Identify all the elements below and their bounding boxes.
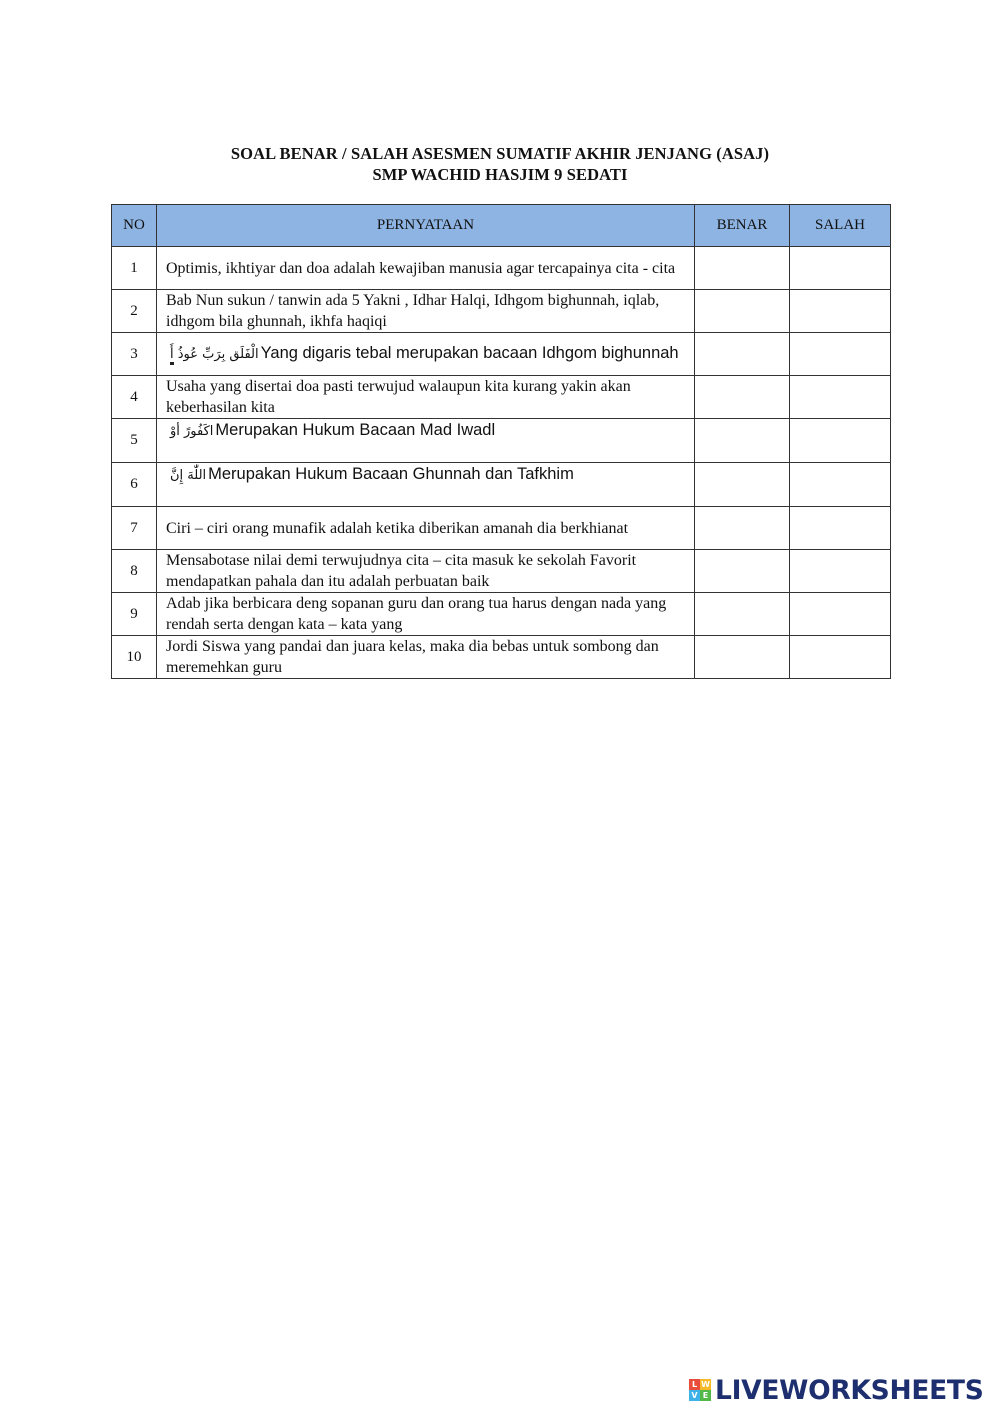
row-number: 7 [112,507,157,550]
statement-text: Merupakan Hukum Bacaan Mad Iwadl [215,421,496,439]
answer-salah-cell[interactable] [790,507,891,550]
liveworksheets-icon [689,1379,711,1401]
answer-salah-cell[interactable] [790,593,891,636]
answer-benar-cell[interactable] [695,376,790,419]
statement-text: Mensabotase nilai demi terwujudnya cita – cita masuk ke sekolah Favorit mendapatkan pahala dan itu adalah perbuatan baik [157,550,695,593]
answer-salah-cell[interactable] [790,463,891,507]
row-number: 5 [112,419,157,463]
answer-benar-cell[interactable] [695,463,790,507]
answer-salah-cell[interactable] [790,333,891,376]
liveworksheets-logo[interactable] [689,1376,984,1404]
header-statement: PERNYATAAN [157,205,695,247]
row-number: 9 [112,593,157,636]
arabic-verse: الْفَلَق بِرَبِّ عُوذُ أَ [170,344,259,365]
table-header-row [112,205,891,247]
statement-cell [157,463,695,507]
answer-salah-cell[interactable] [790,247,891,290]
statement-text: Usaha yang disertai doa pasti terwujud walaupun kita kurang yakin akan keberhasilan kita [157,376,695,419]
answer-salah-cell[interactable] [790,290,891,333]
underlined-letters: أَ [170,347,174,365]
header-no: NO [112,205,157,247]
table-row [112,550,891,593]
statement-cell [157,333,695,376]
table-row [112,247,891,290]
table-row [112,463,891,507]
brand-name: LIVEWORKSHEETS [715,1374,984,1406]
logo-tile-e: E [700,1390,711,1401]
row-number: 6 [112,463,157,507]
table-row [112,333,891,376]
statement-text: Adab jika berbicara deng sopanan guru dan orang tua harus dengan nada yang rendah serta dengan kata – kata yang [157,593,695,636]
quiz-table [111,204,891,679]
statement-text: Bab Nun sukun / tanwin ada 5 Yakni , Idhar Halqi, Idhgom bighunnah, iqlab, idhgom bila ghunnah, ikhfa haqiqi [157,290,695,333]
table-row [112,636,891,679]
statement-text: Yang digaris tebal merupakan bacaan Idhgom bighunnah [260,344,679,362]
answer-benar-cell[interactable] [695,636,790,679]
statement-text: Optimis, ikhtiyar dan doa adalah kewajiban manusia agar tercapainya cita - cita [157,247,695,290]
table-row [112,507,891,550]
row-number: 10 [112,636,157,679]
statement-text: Jordi Siswa yang pandai dan juara kelas, maka dia bebas untuk sombong dan meremehkan guru [157,636,695,679]
answer-benar-cell[interactable] [695,247,790,290]
table-row [112,290,891,333]
answer-benar-cell[interactable] [695,507,790,550]
arabic-word: اللّٰهَ إِنَّ [170,468,207,483]
title-line-2: SMP WACHID HASJIM 9 SEDATI [372,165,628,184]
row-number: 3 [112,333,157,376]
table-row [112,419,891,463]
statement-text: Merupakan Hukum Bacaan Ghunnah dan Tafkhim [208,465,574,483]
statement-text: Ciri – ciri orang munafik adalah ketika diberikan amanah dia berkhianat [157,507,695,550]
answer-salah-cell[interactable] [790,550,891,593]
answer-benar-cell[interactable] [695,550,790,593]
logo-tile-l: L [689,1379,700,1390]
arabic-word: اكَفُورً أوْ [170,424,214,439]
answer-benar-cell[interactable] [695,333,790,376]
table-row [112,376,891,419]
statement-cell [157,419,695,463]
answer-benar-cell[interactable] [695,593,790,636]
row-number: 8 [112,550,157,593]
answer-salah-cell[interactable] [790,419,891,463]
logo-tile-w: W [701,1380,710,1389]
row-number: 4 [112,376,157,419]
row-number: 2 [112,290,157,333]
header-salah: SALAH [790,205,891,247]
header-benar: BENAR [695,205,790,247]
answer-salah-cell[interactable] [790,636,891,679]
title-line-1: SOAL BENAR / SALAH ASESMEN SUMATIF AKHIR JENJANG (ASAJ) [230,144,770,163]
worksheet-title [0,143,1000,185]
answer-benar-cell[interactable] [695,290,790,333]
answer-salah-cell[interactable] [790,376,891,419]
table-row [112,593,891,636]
answer-benar-cell[interactable] [695,419,790,463]
logo-tile-v: V [689,1390,700,1401]
row-number: 1 [112,247,157,290]
